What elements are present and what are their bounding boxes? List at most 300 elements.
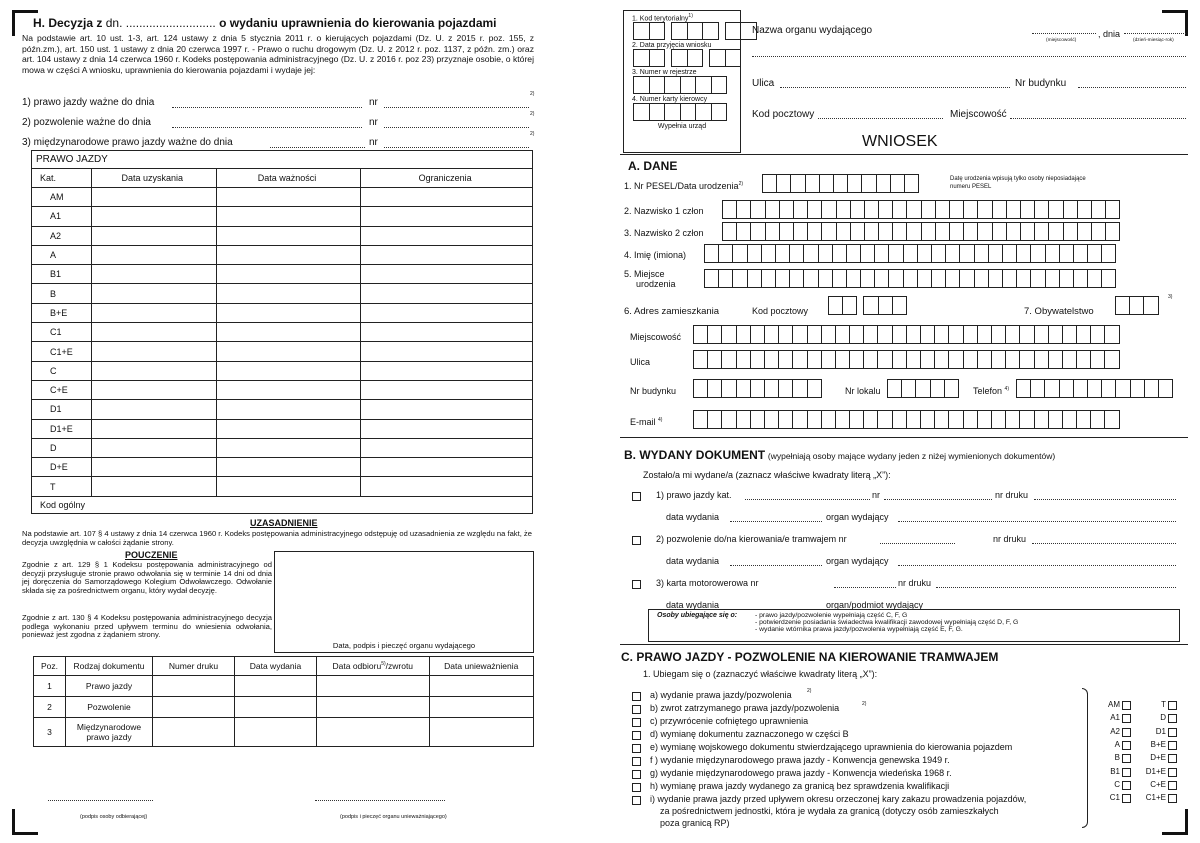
license-cell[interactable] xyxy=(91,342,216,361)
category-checkbox[interactable] xyxy=(1168,701,1177,710)
char-box[interactable] xyxy=(892,222,907,241)
char-box[interactable] xyxy=(664,76,681,94)
char-box[interactable] xyxy=(988,269,1003,288)
char-box[interactable] xyxy=(649,76,666,94)
char-box[interactable] xyxy=(892,200,907,219)
char-box[interactable] xyxy=(1034,410,1049,429)
char-box[interactable] xyxy=(1104,410,1119,429)
char-box[interactable] xyxy=(887,379,902,398)
char-box[interactable] xyxy=(707,350,722,369)
name-boxes[interactable] xyxy=(705,244,1116,263)
char-box[interactable] xyxy=(747,269,762,288)
char-box[interactable] xyxy=(948,410,963,429)
char-box[interactable] xyxy=(963,350,978,369)
nr-line[interactable] xyxy=(384,127,529,128)
char-box[interactable] xyxy=(991,350,1006,369)
char-box[interactable] xyxy=(693,325,708,344)
char-box[interactable] xyxy=(1090,410,1105,429)
char-box[interactable] xyxy=(807,379,822,398)
char-box[interactable] xyxy=(860,269,875,288)
char-box[interactable] xyxy=(750,222,765,241)
license-cell[interactable] xyxy=(216,226,361,245)
char-box[interactable] xyxy=(1062,410,1077,429)
char-box[interactable] xyxy=(835,325,850,344)
char-box[interactable] xyxy=(1019,410,1034,429)
char-box[interactable] xyxy=(948,325,963,344)
validity-date-line[interactable] xyxy=(172,127,362,128)
license-cell[interactable] xyxy=(91,400,216,419)
char-box[interactable] xyxy=(878,200,893,219)
category-checkbox[interactable] xyxy=(1122,754,1131,763)
char-box[interactable] xyxy=(930,379,945,398)
char-box[interactable] xyxy=(633,22,650,40)
char-box[interactable] xyxy=(1063,200,1078,219)
char-box[interactable] xyxy=(671,49,688,67)
license-cell[interactable] xyxy=(216,342,361,361)
char-box[interactable] xyxy=(835,350,850,369)
char-box[interactable] xyxy=(1105,222,1120,241)
char-box[interactable] xyxy=(991,325,1006,344)
char-box[interactable] xyxy=(1020,222,1035,241)
char-box[interactable] xyxy=(906,410,921,429)
char-box[interactable] xyxy=(920,325,935,344)
char-box[interactable] xyxy=(861,174,876,193)
char-box[interactable] xyxy=(818,244,833,263)
char-box[interactable] xyxy=(1034,350,1049,369)
char-box[interactable] xyxy=(736,350,751,369)
char-box[interactable] xyxy=(959,244,974,263)
char-box[interactable] xyxy=(1059,244,1074,263)
char-box[interactable] xyxy=(750,200,765,219)
email-boxes[interactable] xyxy=(694,410,1120,429)
char-box[interactable] xyxy=(821,222,836,241)
char-box[interactable] xyxy=(931,244,946,263)
doc-druk-line[interactable] xyxy=(936,587,1176,588)
building-boxes[interactable] xyxy=(694,379,822,398)
char-box[interactable] xyxy=(1105,200,1120,219)
organ-street-line[interactable] xyxy=(780,87,1010,88)
char-box[interactable] xyxy=(904,174,919,193)
char-box[interactable] xyxy=(819,174,834,193)
license-cell[interactable] xyxy=(216,284,361,303)
category-checkbox[interactable] xyxy=(1122,728,1131,737)
license-cell[interactable] xyxy=(91,226,216,245)
char-box[interactable] xyxy=(921,200,936,219)
char-box[interactable] xyxy=(977,325,992,344)
char-box[interactable] xyxy=(1101,244,1116,263)
option-checkbox[interactable] xyxy=(632,692,641,701)
license-cell[interactable] xyxy=(361,477,533,496)
char-box[interactable] xyxy=(921,222,936,241)
char-box[interactable] xyxy=(1090,350,1105,369)
option-checkbox[interactable] xyxy=(632,783,641,792)
char-box[interactable] xyxy=(920,350,935,369)
license-cell[interactable] xyxy=(216,477,361,496)
license-cell[interactable] xyxy=(91,419,216,438)
recipient-signature-line[interactable] xyxy=(48,800,153,801)
license-cell[interactable] xyxy=(361,380,533,399)
char-box[interactable] xyxy=(1062,325,1077,344)
char-box[interactable] xyxy=(762,174,777,193)
char-box[interactable] xyxy=(847,174,862,193)
char-box[interactable] xyxy=(792,410,807,429)
char-box[interactable] xyxy=(693,410,708,429)
char-box[interactable] xyxy=(906,222,921,241)
citizenship-boxes[interactable] xyxy=(1116,296,1159,315)
char-box[interactable] xyxy=(863,350,878,369)
validity-date-line[interactable] xyxy=(270,147,365,148)
category-checkbox[interactable] xyxy=(1168,728,1177,737)
char-box[interactable] xyxy=(1005,350,1020,369)
char-box[interactable] xyxy=(695,76,712,94)
doc-cell[interactable] xyxy=(429,718,533,747)
char-box[interactable] xyxy=(917,244,932,263)
char-box[interactable] xyxy=(671,22,688,40)
license-cell[interactable] xyxy=(216,438,361,457)
char-box[interactable] xyxy=(1090,325,1105,344)
char-box[interactable] xyxy=(877,325,892,344)
char-box[interactable] xyxy=(863,325,878,344)
license-cell[interactable] xyxy=(91,265,216,284)
license-cell[interactable] xyxy=(91,188,216,207)
char-box[interactable] xyxy=(775,269,790,288)
pesel-boxes[interactable] xyxy=(763,174,919,193)
char-box[interactable] xyxy=(850,222,865,241)
char-box[interactable] xyxy=(992,222,1007,241)
char-box[interactable] xyxy=(718,244,733,263)
doc-checkbox[interactable] xyxy=(632,536,641,545)
license-cell[interactable] xyxy=(216,265,361,284)
char-box[interactable] xyxy=(1016,379,1031,398)
doc-nr-line[interactable] xyxy=(884,499,992,500)
char-box[interactable] xyxy=(1005,325,1020,344)
category-checkbox[interactable] xyxy=(1122,781,1131,790)
char-box[interactable] xyxy=(1034,325,1049,344)
option-checkbox[interactable] xyxy=(632,744,641,753)
char-box[interactable] xyxy=(963,200,978,219)
char-box[interactable] xyxy=(821,200,836,219)
char-box[interactable] xyxy=(725,22,742,40)
doc-checkbox[interactable] xyxy=(632,492,641,501)
street-boxes[interactable] xyxy=(694,350,1120,369)
char-box[interactable] xyxy=(846,244,861,263)
char-box[interactable] xyxy=(1076,350,1091,369)
char-box[interactable] xyxy=(1076,410,1091,429)
license-cell[interactable] xyxy=(216,458,361,477)
option-checkbox[interactable] xyxy=(632,770,641,779)
char-box[interactable] xyxy=(807,350,822,369)
option-checkbox[interactable] xyxy=(632,731,641,740)
flat-boxes[interactable] xyxy=(888,379,959,398)
char-box[interactable] xyxy=(992,200,1007,219)
doc-cell[interactable] xyxy=(235,718,317,747)
char-box[interactable] xyxy=(704,269,719,288)
license-cell[interactable] xyxy=(361,303,533,322)
char-box[interactable] xyxy=(903,269,918,288)
char-box[interactable] xyxy=(935,200,950,219)
char-box[interactable] xyxy=(736,410,751,429)
license-cell[interactable] xyxy=(91,361,216,380)
char-box[interactable] xyxy=(988,244,1003,263)
char-box[interactable] xyxy=(864,200,879,219)
char-box[interactable] xyxy=(707,410,722,429)
char-box[interactable] xyxy=(1087,269,1102,288)
char-box[interactable] xyxy=(1045,269,1060,288)
char-box[interactable] xyxy=(1076,325,1091,344)
char-box[interactable] xyxy=(649,103,666,121)
char-box[interactable] xyxy=(1091,222,1106,241)
char-box[interactable] xyxy=(649,49,666,67)
phone-boxes[interactable] xyxy=(1017,379,1173,398)
char-box[interactable] xyxy=(836,200,851,219)
char-box[interactable] xyxy=(836,222,851,241)
char-box[interactable] xyxy=(633,49,650,67)
cancel-signature-line[interactable] xyxy=(315,800,445,801)
char-box[interactable] xyxy=(779,222,794,241)
char-box[interactable] xyxy=(974,244,989,263)
license-cell[interactable] xyxy=(91,477,216,496)
char-box[interactable] xyxy=(906,200,921,219)
license-cell[interactable] xyxy=(216,380,361,399)
char-box[interactable] xyxy=(948,350,963,369)
char-box[interactable] xyxy=(721,325,736,344)
char-box[interactable] xyxy=(974,269,989,288)
char-box[interactable] xyxy=(693,350,708,369)
char-box[interactable] xyxy=(835,410,850,429)
char-box[interactable] xyxy=(722,222,737,241)
char-box[interactable] xyxy=(876,174,891,193)
category-checkbox[interactable] xyxy=(1168,781,1177,790)
char-box[interactable] xyxy=(892,410,907,429)
char-box[interactable] xyxy=(1077,222,1092,241)
char-box[interactable] xyxy=(934,410,949,429)
char-box[interactable] xyxy=(1073,269,1088,288)
char-box[interactable] xyxy=(1073,244,1088,263)
category-checkbox[interactable] xyxy=(1168,754,1177,763)
char-box[interactable] xyxy=(1104,350,1119,369)
char-box[interactable] xyxy=(1104,325,1119,344)
char-box[interactable] xyxy=(963,325,978,344)
char-box[interactable] xyxy=(680,76,697,94)
license-cell[interactable] xyxy=(361,188,533,207)
char-box[interactable] xyxy=(1045,244,1060,263)
char-box[interactable] xyxy=(892,350,907,369)
char-box[interactable] xyxy=(849,350,864,369)
char-box[interactable] xyxy=(789,269,804,288)
char-box[interactable] xyxy=(792,350,807,369)
doc-date-line[interactable] xyxy=(730,565,822,566)
postcode-boxes[interactable] xyxy=(829,296,907,315)
license-cell[interactable] xyxy=(216,323,361,342)
char-box[interactable] xyxy=(833,174,848,193)
char-box[interactable] xyxy=(821,325,836,344)
char-box[interactable] xyxy=(680,103,697,121)
char-box[interactable] xyxy=(649,22,666,40)
doc-cell[interactable] xyxy=(317,676,430,697)
nr-line[interactable] xyxy=(384,147,529,148)
char-box[interactable] xyxy=(832,244,847,263)
license-cell[interactable] xyxy=(361,265,533,284)
license-cell[interactable] xyxy=(91,284,216,303)
surname1-boxes[interactable] xyxy=(723,200,1120,219)
license-cell[interactable] xyxy=(216,207,361,226)
char-box[interactable] xyxy=(842,296,857,315)
license-cell[interactable] xyxy=(91,438,216,457)
char-box[interactable] xyxy=(792,325,807,344)
char-box[interactable] xyxy=(977,200,992,219)
char-box[interactable] xyxy=(863,296,878,315)
char-box[interactable] xyxy=(747,244,762,263)
doc-druk-line[interactable] xyxy=(1034,499,1176,500)
char-box[interactable] xyxy=(920,410,935,429)
doc-cell[interactable] xyxy=(317,697,430,718)
organ-city-line[interactable] xyxy=(1032,33,1096,34)
char-box[interactable] xyxy=(850,200,865,219)
char-box[interactable] xyxy=(991,410,1006,429)
char-box[interactable] xyxy=(1048,200,1063,219)
doc-number-line[interactable] xyxy=(834,587,896,588)
surname2-boxes[interactable] xyxy=(723,222,1120,241)
organ-city-line2[interactable] xyxy=(1010,118,1186,119)
char-box[interactable] xyxy=(877,350,892,369)
char-box[interactable] xyxy=(803,244,818,263)
license-cell[interactable] xyxy=(91,303,216,322)
char-box[interactable] xyxy=(704,244,719,263)
license-cell[interactable] xyxy=(361,438,533,457)
char-box[interactable] xyxy=(874,269,889,288)
doc-cell[interactable] xyxy=(429,676,533,697)
char-box[interactable] xyxy=(779,200,794,219)
char-box[interactable] xyxy=(750,325,765,344)
char-box[interactable] xyxy=(721,350,736,369)
char-box[interactable] xyxy=(732,269,747,288)
char-box[interactable] xyxy=(977,350,992,369)
char-box[interactable] xyxy=(721,410,736,429)
char-box[interactable] xyxy=(664,103,681,121)
char-box[interactable] xyxy=(693,379,708,398)
option-checkbox[interactable] xyxy=(632,796,641,805)
char-box[interactable] xyxy=(860,244,875,263)
char-box[interactable] xyxy=(793,222,808,241)
char-box[interactable] xyxy=(877,410,892,429)
char-box[interactable] xyxy=(807,200,822,219)
char-box[interactable] xyxy=(764,350,779,369)
char-box[interactable] xyxy=(1115,296,1130,315)
char-box[interactable] xyxy=(633,76,650,94)
organ-name-line[interactable] xyxy=(752,56,1186,57)
char-box[interactable] xyxy=(832,269,847,288)
char-box[interactable] xyxy=(1101,379,1116,398)
char-box[interactable] xyxy=(1087,379,1102,398)
doc-number-line[interactable] xyxy=(745,499,870,500)
char-box[interactable] xyxy=(778,410,793,429)
doc-org-line[interactable] xyxy=(898,565,1176,566)
char-box[interactable] xyxy=(1059,269,1074,288)
char-box[interactable] xyxy=(736,222,751,241)
char-box[interactable] xyxy=(821,350,836,369)
char-box[interactable] xyxy=(890,174,905,193)
char-box[interactable] xyxy=(1144,379,1159,398)
char-box[interactable] xyxy=(687,22,704,40)
char-box[interactable] xyxy=(1062,350,1077,369)
char-box[interactable] xyxy=(732,244,747,263)
char-box[interactable] xyxy=(1034,200,1049,219)
char-box[interactable] xyxy=(945,269,960,288)
license-cell[interactable] xyxy=(91,323,216,342)
char-box[interactable] xyxy=(949,200,964,219)
char-box[interactable] xyxy=(736,325,751,344)
validity-date-line[interactable] xyxy=(172,107,362,108)
category-checkbox[interactable] xyxy=(1168,768,1177,777)
char-box[interactable] xyxy=(695,103,712,121)
char-box[interactable] xyxy=(963,410,978,429)
char-box[interactable] xyxy=(736,379,751,398)
char-box[interactable] xyxy=(1030,269,1045,288)
char-box[interactable] xyxy=(901,379,916,398)
char-box[interactable] xyxy=(1034,222,1049,241)
char-box[interactable] xyxy=(1044,379,1059,398)
char-box[interactable] xyxy=(1101,269,1116,288)
char-box[interactable] xyxy=(878,296,893,315)
char-box[interactable] xyxy=(765,222,780,241)
license-cell[interactable] xyxy=(361,458,533,477)
char-box[interactable] xyxy=(849,410,864,429)
char-box[interactable] xyxy=(789,244,804,263)
char-box[interactable] xyxy=(761,269,776,288)
license-cell[interactable] xyxy=(91,245,216,264)
char-box[interactable] xyxy=(765,200,780,219)
organ-date-line[interactable] xyxy=(1124,33,1186,34)
char-box[interactable] xyxy=(963,222,978,241)
char-box[interactable] xyxy=(1005,410,1020,429)
char-box[interactable] xyxy=(1048,325,1063,344)
category-checkbox[interactable] xyxy=(1122,714,1131,723)
license-cell[interactable] xyxy=(361,323,533,342)
char-box[interactable] xyxy=(1130,379,1145,398)
char-box[interactable] xyxy=(803,269,818,288)
signature-box[interactable] xyxy=(274,551,534,653)
char-box[interactable] xyxy=(915,379,930,398)
doc-cell[interactable] xyxy=(235,676,317,697)
char-box[interactable] xyxy=(711,76,728,94)
category-checkbox[interactable] xyxy=(1122,701,1131,710)
char-box[interactable] xyxy=(725,49,742,67)
char-box[interactable] xyxy=(775,244,790,263)
license-cell[interactable] xyxy=(91,380,216,399)
char-box[interactable] xyxy=(633,103,650,121)
option-checkbox[interactable] xyxy=(632,705,641,714)
license-cell[interactable] xyxy=(361,226,533,245)
category-checkbox[interactable] xyxy=(1122,794,1131,803)
char-box[interactable] xyxy=(778,325,793,344)
char-box[interactable] xyxy=(1019,350,1034,369)
char-box[interactable] xyxy=(949,222,964,241)
license-cell[interactable] xyxy=(361,419,533,438)
char-box[interactable] xyxy=(1006,222,1021,241)
char-box[interactable] xyxy=(807,325,822,344)
char-box[interactable] xyxy=(934,325,949,344)
license-cell[interactable] xyxy=(91,458,216,477)
char-box[interactable] xyxy=(807,410,822,429)
char-box[interactable] xyxy=(1002,269,1017,288)
char-box[interactable] xyxy=(1143,296,1158,315)
char-box[interactable] xyxy=(1016,269,1031,288)
char-box[interactable] xyxy=(864,222,879,241)
option-checkbox[interactable] xyxy=(632,718,641,727)
char-box[interactable] xyxy=(917,269,932,288)
char-box[interactable] xyxy=(1030,244,1045,263)
char-box[interactable] xyxy=(776,174,791,193)
